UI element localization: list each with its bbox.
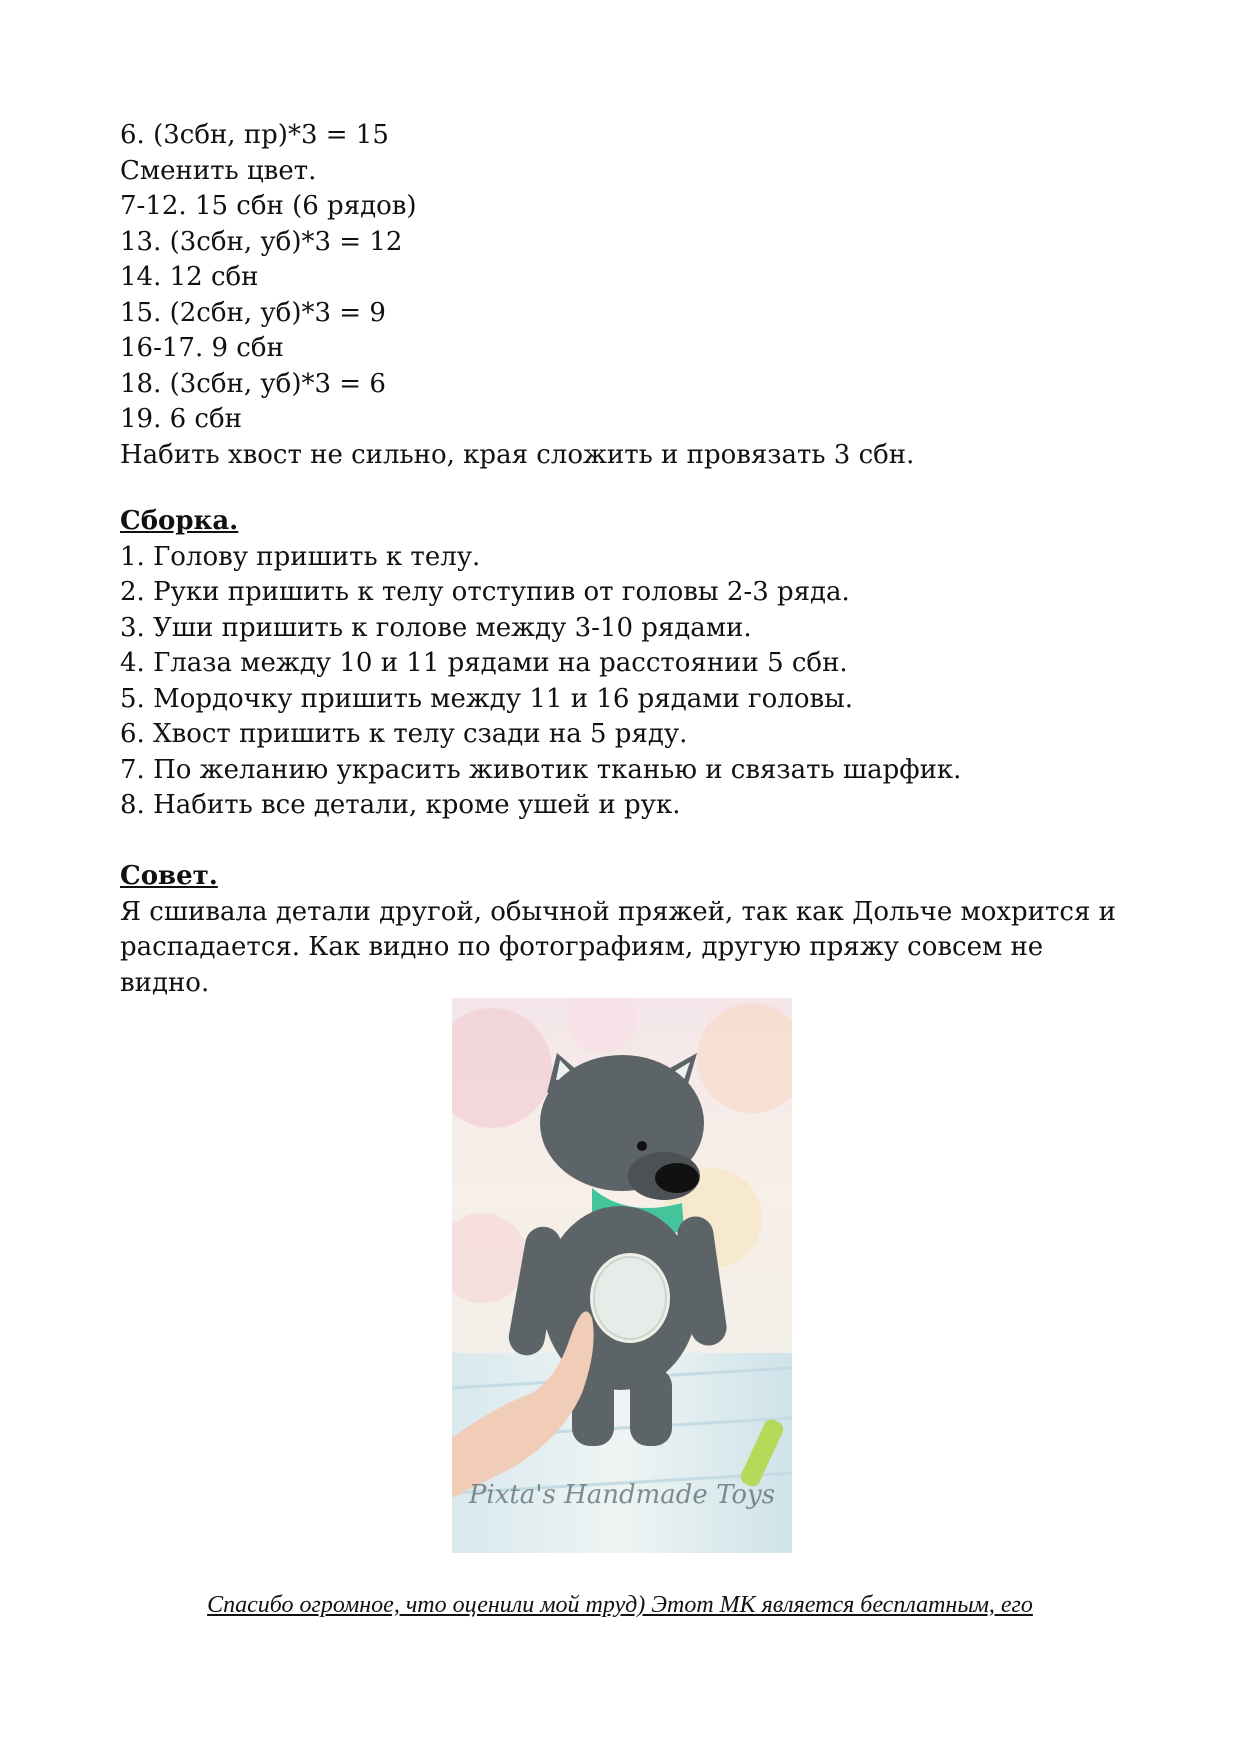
- tail-row: Сменить цвет.: [120, 155, 317, 186]
- assembly-step: 3. Уши пришить к голове между 3-10 рядами.: [120, 612, 752, 643]
- tail-row: 16-17. 9 сбн: [120, 333, 284, 363]
- tip-section: [120, 859, 1130, 1001]
- thanks-note: Спасибо огромное, что оценили мой труд) Этот МК является бесплатным, его: [207, 1592, 1033, 1618]
- assembly-step: 2. Руки пришить к телу отступив от головы 2-3 ряда.: [120, 577, 850, 607]
- tail-row: 15. (2сбн, уб)*3 = 9: [120, 297, 386, 328]
- assembly-step: 7. По желанию украсить животик тканью и связать шарфик.: [120, 754, 962, 785]
- photo-watermark: Pixta's Handmade Toys: [468, 1480, 776, 1510]
- assembly-heading: Сборка.: [120, 506, 239, 536]
- tail-row: 14. 12 сбн: [120, 262, 259, 292]
- toy-wolf-photo: [452, 998, 792, 1553]
- assembly-section: [120, 504, 1130, 824]
- tail-row: 18. (3сбн, уб)*3 = 6: [120, 368, 386, 399]
- tail-row: 19. 6 сбн: [120, 404, 242, 434]
- tip-text: Я сшивала детали другой, обычной пряжей, так как Дольче мохрится и распадается. Как видно по фотографиям, другую пряжу совсем не видно.: [120, 896, 1116, 998]
- assembly-step: 4. Глаза между 10 и 11 рядами на расстоянии 5 сбн.: [120, 648, 848, 678]
- tip-heading: Совет.: [120, 861, 218, 891]
- tail-row: 13. (3сбн, уб)*3 = 12: [120, 226, 403, 257]
- tail-row: Набить хвост не сильно, края сложить и провязать 3 сбн.: [120, 439, 915, 470]
- tail-row: 6. (3сбн, пр)*3 = 15: [120, 120, 389, 150]
- assembly-step: 1. Голову пришить к телу.: [120, 541, 481, 572]
- tail-row: 7-12. 15 сбн (6 рядов): [120, 191, 417, 221]
- tail-instructions: [120, 118, 1130, 473]
- assembly-step: 8. Набить все детали, кроме ушей и рук.: [120, 790, 681, 820]
- assembly-step: 6. Хвост пришить к телу сзади на 5 ряду.: [120, 719, 688, 749]
- assembly-step: 5. Мордочку пришить между 11 и 16 рядами головы.: [120, 683, 854, 714]
